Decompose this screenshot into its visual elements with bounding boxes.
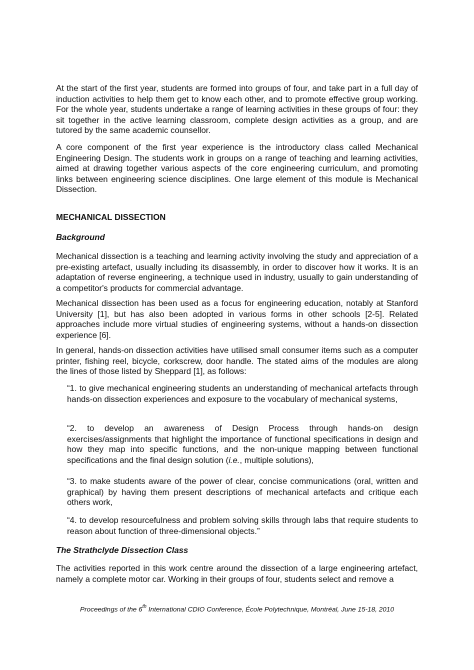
section-heading-mechanical-dissection: MECHANICAL DISSECTION	[56, 212, 166, 222]
subheading-strathclyde-class: The Strathclyde Dissection Class	[56, 545, 189, 555]
quote-aim-2-text: “2. to develop an awareness of Design Process through hands-on design exercises/assignments that highlight the importance of functional specifications in design and how they map into specific functions, and the non-unique mapping between functional specifications and the final design solution (	[67, 423, 418, 465]
paragraph-first-year-groups: At the start of the first year, students are formed into groups of four, and take part in a full day of induction activities to help them get to know each other, and to promote effective group working. For the whole year, students undertake a range of learning activities in these groups of four: they sit together in the active learning classroom, complete design activities as a group, and are tutored by the same academic counsellor.	[56, 83, 418, 136]
quote-aim-2	[67, 423, 418, 465]
paragraph-dissection-definition: Mechanical dissection is a teaching and learning activity involving the study and appreciation of a pre-existing artefact, usually including its disassembly, in order to discover how it works. It is an adaptation of reverse engineering, a technique used in industry, usually to gain understanding of a competitor's products for commercial advantage.	[56, 251, 418, 293]
footer-text-end: International CDIO Conference, École Polytechnique, Montréal, June 15-18, 2010	[146, 606, 394, 614]
quote-aim-1: “1. to give mechanical engineering students an understanding of mechanical artefacts through hands-on dissection experiences and exposure to the vocabulary of mechanical systems,	[67, 383, 418, 404]
paragraph-motor-car-dissection: The activities reported in this work centre around the dissection of a large engineering artefact, namely a complete motor car. Working in their groups of four, students select and remove a	[56, 563, 418, 584]
page-footer	[56, 604, 418, 613]
paragraph-core-component: A core component of the first year experience is the introductory class called Mechanical Engineering Design. The students work in groups on a range of teaching and learning activities, aimed at drawing together various aspects of the core engineering curriculum, and promoting links between engineering science disciplines. One large element of this module is Mechanical Dissection.	[56, 142, 418, 195]
quote-aim-4: “4. to develop resourcefulness and problem solving skills through labs that require students to reason about function of three-dimensional objects.”	[67, 515, 418, 536]
subheading-background: Background	[56, 232, 105, 242]
quote-aim-2-end: , multiple solutions),	[239, 454, 314, 465]
footer-superscript: th	[142, 604, 147, 610]
paragraph-hands-on-activities: In general, hands-on dissection activities have utilised small consumer items such as a computer printer, fishing reel, bicycle, corkscrew, door handle. The stated aims of the modules are along the lines of those listed by Sheppard [1], as follows:	[56, 345, 418, 377]
quote-aim-2-ie: i.e.	[228, 454, 240, 465]
quote-aim-3: “3. to make students aware of the power of clear, concise communications (oral, written and graphical) by having them present descriptions of mechanical artefacts and critique each others work,	[67, 476, 418, 508]
paragraph-dissection-history: Mechanical dissection has been used as a focus for engineering education, notably at Stanford University [1], but has also been adopted in various forms in other schools [2-5]. Related approaches include more virtual studies of engineering systems, without a hands-on dissection experience [6].	[56, 298, 418, 340]
footer-text-start: Proceedings of the 6	[79, 606, 143, 614]
